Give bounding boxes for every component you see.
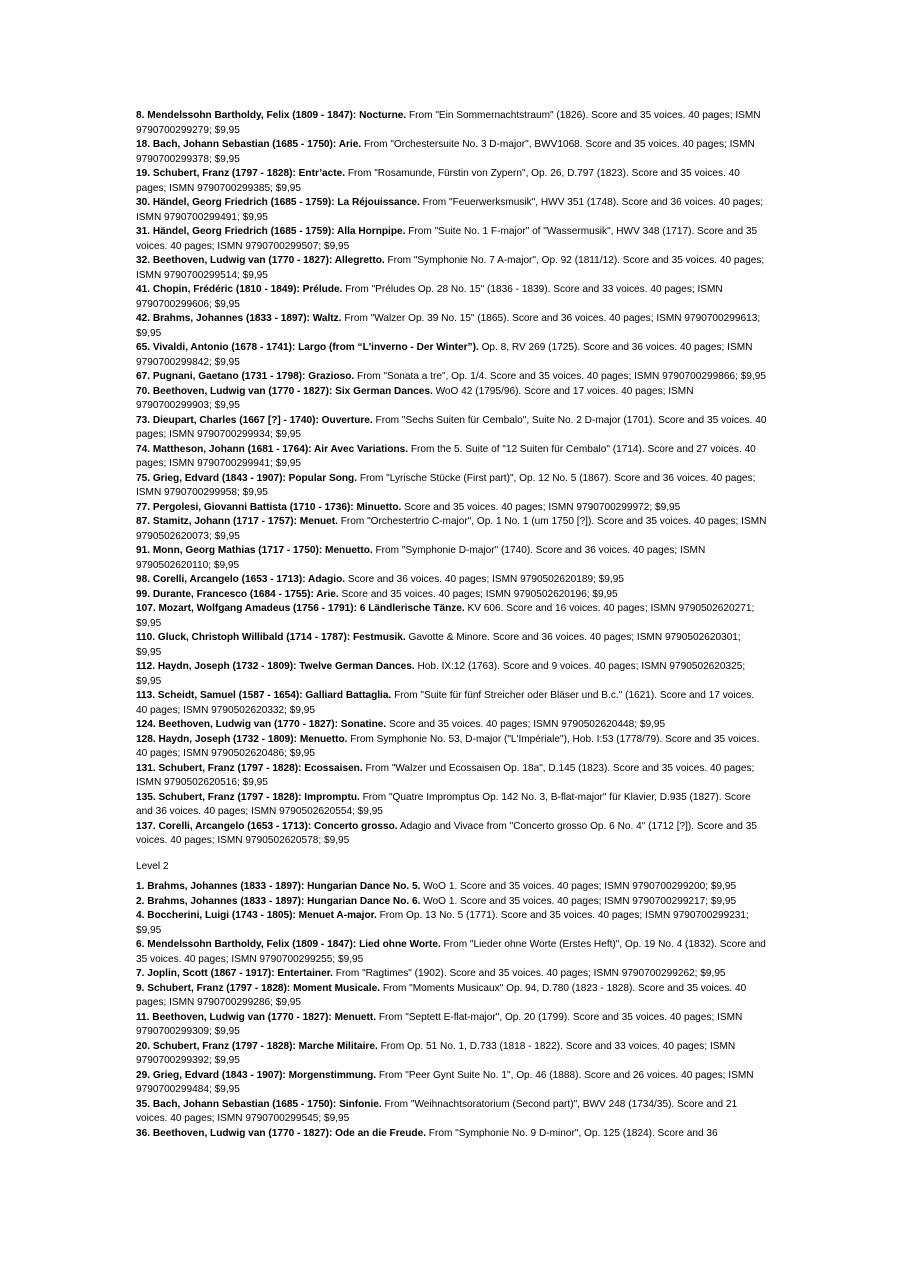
catalog-entry bbox=[136, 820, 768, 849]
catalog-entry bbox=[136, 472, 768, 501]
entry-details: From "Walzer und Ecossaisen Op. 18a", D.145 (1823). Score and 35 voices. 40 pages; ISMN 9790502620516; $9,95 bbox=[136, 762, 755, 788]
entry-title: 77. Pergolesi, Giovanni Battista (1710 - 1736): Minuetto. bbox=[136, 501, 402, 513]
catalog-entry bbox=[136, 880, 768, 895]
entry-details: From Op. 13 No. 5 (1771). Score and 35 voices. 40 pages; ISMN 9790700299231; $9,95 bbox=[136, 910, 749, 936]
catalog-entry bbox=[136, 938, 768, 967]
catalog-entry bbox=[136, 385, 768, 414]
catalog-entry bbox=[136, 283, 768, 312]
level-2-list bbox=[136, 880, 768, 1141]
catalog-entry bbox=[136, 341, 768, 370]
entry-title: 75. Grieg, Edvard (1843 - 1907): Popular Song. bbox=[136, 472, 358, 484]
catalog-entry bbox=[136, 660, 768, 689]
entry-title: 2. Brahms, Johannes (1833 - 1897): Hungarian Dance No. 6. bbox=[136, 895, 421, 907]
entry-title: 135. Schubert, Franz (1797 - 1828): Impromptu. bbox=[136, 791, 360, 803]
catalog-entry bbox=[136, 631, 768, 660]
entry-details: From "Orchestersuite No. 3 D-major", BWV1068. Score and 35 voices. 40 pages; ISMN 9790700299378; $9,95 bbox=[136, 139, 755, 165]
entry-details: From "Walzer Op. 39 No. 15" (1865). Score and 36 voices. 40 pages; ISMN 9790700299613; $9,95 bbox=[136, 313, 761, 339]
entry-title: 4. Boccherini, Luigi (1743 - 1805): Menuet A-major. bbox=[136, 910, 377, 921]
entry-details: From "Symphonie No. 9 D-minor", Op. 125 (1824). Score and 36 bbox=[426, 1127, 718, 1139]
entry-details: Gavotte & Minore. Score and 36 voices. 40 pages; ISMN 9790502620301; $9,95 bbox=[136, 632, 741, 658]
catalog-entry bbox=[136, 414, 768, 443]
catalog-entry bbox=[136, 1011, 768, 1040]
catalog-entry bbox=[136, 254, 768, 283]
entry-title: 6. Mendelssohn Bartholdy, Felix (1809 - 1847): Lied ohne Worte. bbox=[136, 939, 441, 950]
entry-title: 1. Brahms, Johannes (1833 - 1897): Hungarian Dance No. 5. bbox=[136, 881, 421, 892]
entry-details: Score and 35 voices. 40 pages; ISMN 9790502620196; $9,95 bbox=[338, 588, 618, 600]
entry-title: 42. Brahms, Johannes (1833 - 1897): Waltz. bbox=[136, 313, 342, 324]
entry-details: WoO 1. Score and 35 voices. 40 pages; ISMN 9790700299200; $9,95 bbox=[420, 881, 737, 892]
entry-title: 29. Grieg, Edvard (1843 - 1907): Morgenstimmung. bbox=[136, 1069, 377, 1081]
catalog-entry bbox=[136, 602, 768, 631]
entry-title: 9. Schubert, Franz (1797 - 1828): Moment Musicale. bbox=[136, 982, 381, 994]
entry-title: 87. Stamitz, Johann (1717 - 1757): Menuet. bbox=[136, 516, 338, 527]
catalog-entry bbox=[136, 1127, 768, 1142]
entry-title: 41. Chopin, Frédéric (1810 - 1849): Prélude. bbox=[136, 284, 343, 295]
entry-details: Score and 35 voices. 40 pages; ISMN 9790502620448; $9,95 bbox=[386, 719, 666, 730]
entry-details: From "Rosamunde, Fürstin von Zypern", Op. 26, D.797 (1823). Score and 35 voices. 40 pages; ISMN 9790700299385; $9,95 bbox=[136, 168, 740, 194]
entry-title: 8. Mendelssohn Bartholdy, Felix (1809 - 1847): Nocturne. bbox=[136, 110, 407, 121]
catalog-entry bbox=[136, 895, 768, 910]
entry-details: Score and 36 voices. 40 pages; ISMN 9790502620189; $9,95 bbox=[345, 574, 624, 585]
entry-details: From "Sonata a tre", Op. 1/4. Score and 35 voices. 40 pages; ISMN 9790700299866; $9,95 bbox=[354, 371, 766, 382]
catalog-entry bbox=[136, 762, 768, 791]
level-2-heading: Level 2 bbox=[136, 860, 169, 872]
entry-title: 36. Beethoven, Ludwig van (1770 - 1827): Ode an die Freude. bbox=[136, 1127, 426, 1139]
catalog-entry bbox=[136, 196, 768, 225]
entry-details: From "Lyrische Stücke (First part)", Op. 12 No. 5 (1867). Score and 36 voices. 40 pages; ISMN 9790700299958; $9,95 bbox=[136, 472, 756, 498]
catalog-entry bbox=[136, 312, 768, 341]
catalog-entry bbox=[136, 718, 768, 733]
entry-details: Op. 8, RV 269 (1725). Score and 36 voices. 40 pages; ISMN 9790700299842; $9,95 bbox=[136, 342, 753, 368]
entry-title: 70. Beethoven, Ludwig van (1770 - 1827): Six German Dances. bbox=[136, 385, 433, 397]
entry-details: From "Ein Sommernachtstraum" (1826). Score and 35 voices. 40 pages; ISMN 9790700299279; $9,95 bbox=[136, 110, 761, 136]
entry-title: 131. Schubert, Franz (1797 - 1828): Ecossaisen. bbox=[136, 762, 363, 774]
entry-details: From "Peer Gynt Suite No. 1", Op. 46 (1888). Score and 26 voices. 40 pages; ISMN 9790700299484; $9,95 bbox=[136, 1069, 754, 1095]
catalog-entry bbox=[136, 909, 768, 938]
entry-title: 19. Schubert, Franz (1797 - 1828): Entr’acte. bbox=[136, 168, 346, 179]
entry-title: 7. Joplin, Scott (1867 - 1917): Entertainer. bbox=[136, 968, 333, 979]
entry-title: 98. Corelli, Arcangelo (1653 - 1713): Adagio. bbox=[136, 574, 346, 585]
entry-title: 31. Händel, Georg Friedrich (1685 - 1759): Alla Hornpipe. bbox=[136, 226, 406, 237]
entry-title: 110. Gluck, Christoph Willibald (1714 - 1787): Festmusik. bbox=[136, 632, 406, 643]
entry-title: 35. Bach, Johann Sebastian (1685 - 1750): Sinfonie. bbox=[136, 1098, 382, 1110]
entry-title: 65. Vivaldi, Antonio (1678 - 1741): Largo (from “L'inverno - Der Winter”). bbox=[136, 342, 479, 353]
entry-details: From "Feuerwerksmusik", HWV 351 (1748). Score and 36 voices. 40 pages; ISMN 9790700299491; $9,95 bbox=[136, 197, 764, 223]
catalog-entry bbox=[136, 225, 768, 254]
catalog-entry bbox=[136, 370, 768, 385]
entry-details: From Op. 51 No. 1, D.733 (1818 - 1822). Score and 33 voices. 40 pages; ISMN 9790700299392; $9,95 bbox=[136, 1040, 736, 1066]
catalog-entry bbox=[136, 791, 768, 820]
entry-title: 67. Pugnani, Gaetano (1731 - 1798): Grazioso. bbox=[136, 371, 355, 382]
catalog-entry bbox=[136, 515, 768, 544]
entry-details: From "Lieder ohne Worte (Erstes Heft)", Op. 19 No. 4 (1832). Score and 35 voices. 40 pages; ISMN 9790700299255; $9,95 bbox=[136, 939, 766, 965]
entry-details: From "Ragtimes" (1902). Score and 35 voices. 40 pages; ISMN 9790700299262; $9,95 bbox=[332, 968, 726, 979]
entry-title: 112. Haydn, Joseph (1732 - 1809): Twelve German Dances. bbox=[136, 661, 415, 672]
entry-details: Adagio and Vivace from "Concerto grosso Op. 6 No. 4" (1712 [?]). Score and 35 voices. 40 pages; ISMN 9790502620578; $9,95 bbox=[136, 820, 757, 846]
entry-title: 20. Schubert, Franz (1797 - 1828): Marche Militaire. bbox=[136, 1040, 378, 1052]
entry-details: From "Préludes Op. 28 No. 15" (1836 - 1839). Score and 33 voices. 40 pages; ISMN 9790700299606; $9,95 bbox=[136, 284, 723, 310]
catalog-entry bbox=[136, 109, 768, 138]
catalog-entry bbox=[136, 982, 768, 1011]
catalog-entry bbox=[136, 443, 768, 472]
catalog-entry bbox=[136, 167, 768, 196]
entry-title: 73. Dieupart, Charles (1667 [?] - 1740): Ouverture. bbox=[136, 414, 373, 426]
catalog-page bbox=[136, 109, 768, 1141]
catalog-entry bbox=[136, 967, 768, 982]
entry-details: KV 606. Score and 16 voices. 40 pages; ISMN 9790502620271; $9,95 bbox=[136, 603, 755, 629]
entry-details: WoO 42 (1795/96). Score and 17 voices. 40 pages; ISMN 9790700299903; $9,95 bbox=[136, 385, 694, 411]
catalog-entry bbox=[136, 501, 768, 516]
catalog-entry bbox=[136, 544, 768, 573]
entry-details: Score and 35 voices. 40 pages; ISMN 9790700299972; $9,95 bbox=[401, 501, 681, 513]
entry-title: 128. Haydn, Joseph (1732 - 1809): Menuetto. bbox=[136, 733, 348, 745]
entry-title: 32. Beethoven, Ludwig van (1770 - 1827): Allegretto. bbox=[136, 255, 385, 266]
entry-title: 30. Händel, Georg Friedrich (1685 - 1759): La Réjouissance. bbox=[136, 197, 420, 208]
entry-title: 137. Corelli, Arcangelo (1653 - 1713): Concerto grosso. bbox=[136, 820, 398, 832]
entry-details: From "Orchestertrio C-major", Op. 1 No. 1 (um 1750 [?]). Score and 35 voices. 40 pages; ISMN 9790502620073; $9,95 bbox=[136, 516, 767, 542]
entry-details: From "Symphonie D-major" (1740). Score and 36 voices. 40 pages; ISMN 9790502620110; $9,95 bbox=[136, 545, 706, 571]
catalog-entry bbox=[136, 1069, 768, 1098]
entry-details: From "Symphonie No. 7 A-major", Op. 92 (1811/12). Score and 35 voices. 40 pages; ISMN 9790700299514; $9,95 bbox=[136, 255, 765, 281]
entry-details: From "Sechs Suiten für Cembalo", Suite No. 2 D-major (1701). Score and 35 voices. 40 pages; ISMN 9790700299934; $9,95 bbox=[136, 414, 767, 440]
entry-title: 18. Bach, Johann Sebastian (1685 - 1750): Arie. bbox=[136, 139, 362, 150]
catalog-entry bbox=[136, 588, 768, 603]
catalog-entry bbox=[136, 733, 768, 762]
entry-title: 99. Durante, Francesco (1684 - 1755): Arie. bbox=[136, 588, 339, 600]
entry-details: Hob. IX:12 (1763). Score and 9 voices. 40 pages; ISMN 9790502620325; $9,95 bbox=[136, 661, 746, 687]
entry-title: 74. Mattheson, Johann (1681 - 1764): Air Avec Variations. bbox=[136, 443, 409, 455]
catalog-entry bbox=[136, 1040, 768, 1069]
entry-details: From "Septett E-flat-major", Op. 20 (1799). Score and 35 voices. 40 pages; ISMN 9790700299309; $9,95 bbox=[136, 1011, 743, 1037]
entry-title: 124. Beethoven, Ludwig van (1770 - 1827): Sonatine. bbox=[136, 719, 387, 730]
entry-title: 91. Monn, Georg Mathias (1717 - 1750): Menuetto. bbox=[136, 545, 373, 556]
entry-title: 107. Mozart, Wolfgang Amadeus (1756 - 1791): 6 Ländlerische Tänze. bbox=[136, 603, 465, 614]
entry-details: From "Suite No. 1 F-major" of "Wassermusik", HWV 348 (1717). Score and 35 voices. 40 pages; ISMN 9790700299507; $9,95 bbox=[136, 226, 758, 252]
entry-title: 113. Scheidt, Samuel (1587 - 1654): Galliard Battaglia. bbox=[136, 690, 392, 701]
catalog-entry bbox=[136, 1098, 768, 1127]
entry-details: From "Suite für fünf Streicher oder Bläser und B.c." (1621). Score and 17 voices. 40 pages; ISMN 9790502620332; $9,95 bbox=[136, 690, 755, 716]
catalog-entry bbox=[136, 689, 768, 718]
level-1-list bbox=[136, 109, 768, 849]
entry-details: WoO 1. Score and 35 voices. 40 pages; ISMN 9790700299217; $9,95 bbox=[420, 895, 737, 907]
entry-details: From "Quatre Impromptus Op. 142 No. 3, B-flat-major" für Klavier, D.935 (1827). Score and 36 voices. 40 pages; ISMN 9790502620554; $9,95 bbox=[136, 791, 751, 817]
entry-title: 11. Beethoven, Ludwig van (1770 - 1827): Menuett. bbox=[136, 1011, 377, 1023]
catalog-entry bbox=[136, 573, 768, 588]
catalog-entry bbox=[136, 138, 768, 167]
entry-details: From "Moments Musicaux" Op. 94, D.780 (1823 - 1828). Score and 35 voices. 40 pages; ISMN 9790700299286; $9,95 bbox=[136, 982, 747, 1008]
entry-details: From "Weihnachtsoratorium (Second part)", BWV 248 (1734/35). Score and 21 voices. 40 pages; ISMN 9790700299545; $9,95 bbox=[136, 1098, 738, 1124]
entry-details: From the 5. Suite of "12 Suiten für Cembalo" (1714). Score and 27 voices. 40 pages; ISMN 9790700299941; $9,95 bbox=[136, 443, 756, 469]
entry-details: From Symphonie No. 53, D-major ("L'Impériale"), Hob. I:53 (1778/79). Score and 35 voices. 40 pages; ISMN 9790502620486; $9,95 bbox=[136, 733, 760, 759]
